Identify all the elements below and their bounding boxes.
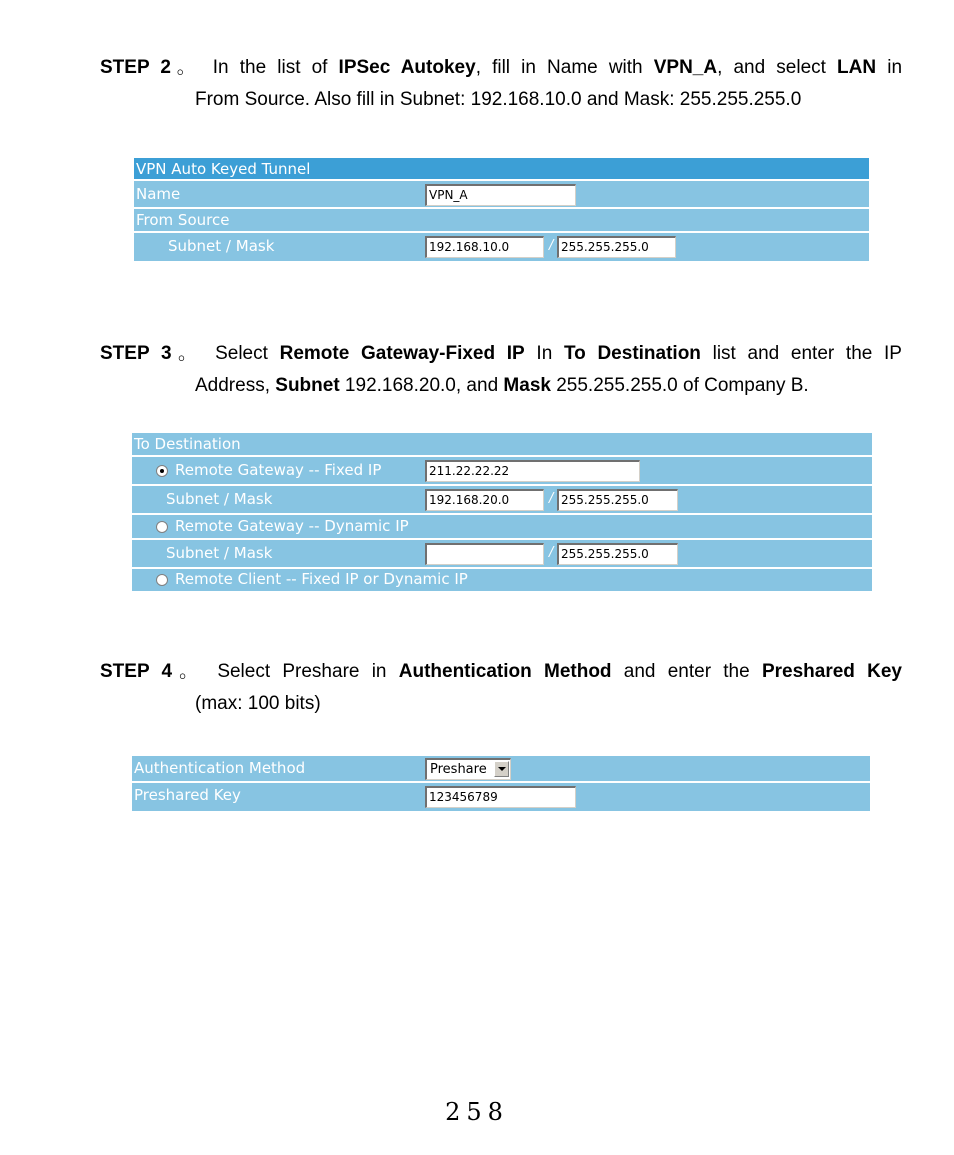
dynamic-subnet-mask-label: Subnet / Mask: [166, 544, 273, 562]
gateway-ip-input[interactable]: 211.22.22.22: [425, 460, 640, 482]
remote-gateway-fixed-label: Remote Gateway -- Fixed IP: [175, 461, 382, 479]
step-2-label: STEP 2: [100, 57, 171, 78]
step-4-line-2: (max: 100 bits): [195, 693, 321, 714]
to-destination-title: To Destination: [134, 435, 241, 453]
fixed-subnet-mask-label: Subnet / Mask: [166, 490, 273, 508]
vpn-auto-keyed-tunnel-panel: [134, 158, 869, 261]
step-4-line-1: STEP 4。 Select Preshare in Authentication Method and enter the Preshared Key: [100, 661, 902, 682]
dynamic-subnet-mask-row: [132, 540, 872, 569]
remote-client-radio[interactable]: [156, 574, 168, 586]
step-2-line-1: STEP 2。 In the list of IPSec Autokey, fill in Name with VPN_A, and select LAN in: [100, 57, 903, 78]
remote-gateway-dynamic-radio[interactable]: [156, 521, 168, 533]
remote-client-label: Remote Client -- Fixed IP or Dynamic IP: [175, 570, 468, 588]
subnet-mask-separator: /: [549, 238, 554, 253]
chevron-down-icon[interactable]: [494, 761, 509, 777]
step-4-label: STEP 4: [100, 661, 173, 682]
preshared-key-label: Preshared Key: [134, 786, 241, 804]
subnet-input[interactable]: 192.168.10.0: [425, 236, 544, 258]
fixed-mask-input[interactable]: 255.255.255.0: [557, 489, 678, 511]
panel-title: VPN Auto Keyed Tunnel: [136, 160, 311, 178]
dynamic-mask-input[interactable]: 255.255.255.0: [557, 543, 678, 565]
dynamic-subnet-mask-separator: /: [549, 545, 554, 560]
remote-gateway-dynamic-label: Remote Gateway -- Dynamic IP: [175, 517, 409, 535]
step-3-line-1: STEP 3。 Select Remote Gateway-Fixed IP In To Destination list and enter the IP: [100, 343, 902, 364]
remote-client-row: [132, 569, 872, 591]
step-2-line-2: From Source. Also fill in Subnet: 192.168.10.0 and Mask: 255.255.255.0: [195, 89, 802, 110]
from-source-label: From Source: [136, 211, 230, 229]
auth-method-row: [132, 756, 870, 783]
auth-method-value: Preshare: [430, 762, 487, 777]
step-4-instruction: [100, 656, 902, 720]
remote-gateway-dynamic-row: [132, 515, 872, 540]
auth-method-select[interactable]: [425, 758, 511, 780]
fixed-subnet-mask-separator: /: [549, 491, 554, 506]
radio-selected-dot: [160, 469, 164, 473]
step-3-line-2: Address, Subnet 192.168.20.0, and Mask 255.255.255.0 of Company B.: [195, 375, 809, 396]
remote-gateway-fixed-radio[interactable]: [156, 465, 168, 477]
step-2-instruction: [100, 52, 902, 116]
preshared-key-row: [132, 783, 870, 811]
fixed-subnet-mask-row: [132, 486, 872, 515]
step-3-label: STEP 3: [100, 343, 172, 364]
panel-header: [134, 158, 869, 181]
to-destination-panel: [132, 433, 872, 591]
subnet-mask-label: Subnet / Mask: [168, 237, 275, 255]
preshared-key-input[interactable]: 123456789: [425, 786, 576, 808]
dynamic-subnet-input[interactable]: [425, 543, 544, 565]
remote-gateway-fixed-row: [132, 457, 872, 486]
name-label: Name: [136, 185, 181, 203]
subnet-mask-row: [134, 233, 869, 261]
step-3-instruction: [100, 338, 902, 402]
name-input[interactable]: VPN_A: [425, 184, 576, 206]
mask-input[interactable]: 255.255.255.0: [557, 236, 676, 258]
to-destination-header: [132, 433, 872, 457]
authentication-panel: [132, 756, 870, 811]
auth-method-label: Authentication Method: [134, 759, 306, 777]
page-number: 258: [445, 1098, 509, 1126]
fixed-subnet-input[interactable]: 192.168.20.0: [425, 489, 544, 511]
name-row: [134, 181, 869, 209]
from-source-row: [134, 209, 869, 233]
